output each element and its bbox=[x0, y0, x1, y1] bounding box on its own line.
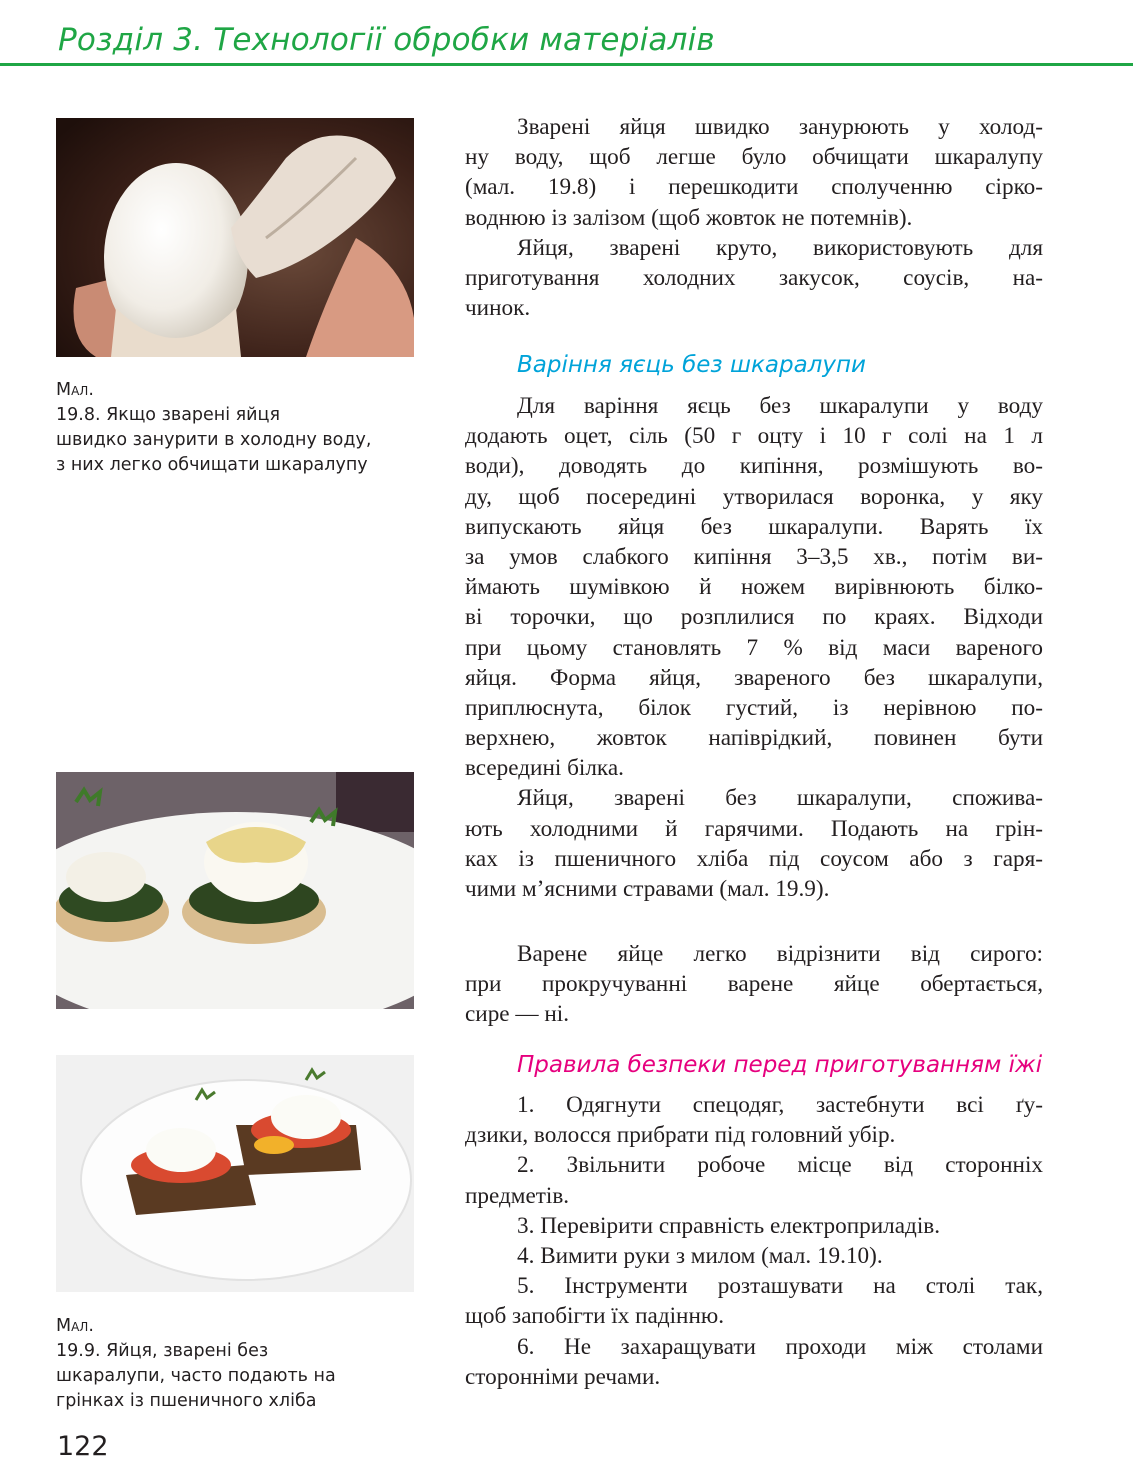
figure-19-8-caption bbox=[56, 378, 371, 478]
caption-line: грінках із пшеничного хліба bbox=[56, 1391, 317, 1411]
text-line: за умов слабкого кипіння 3–3,5 хв., потім ви- bbox=[465, 543, 1043, 570]
text-line: 4. Вимити руки з милом (мал. 19.10). bbox=[517, 1242, 883, 1269]
text-line: ну воду, щоб легше було обчищати шкаралупу bbox=[465, 144, 1043, 171]
text-line: приплюснута, білок густий, із нерівною по- bbox=[465, 694, 1043, 721]
text-line: ду, щоб посередині утворилася воронка, у яку bbox=[465, 483, 1043, 510]
section-title: Розділ 3. Технології обробки матеріалів bbox=[58, 22, 715, 58]
text-line: воднюю із залізом (щоб жовток не потемнів). bbox=[465, 204, 913, 231]
text-line: верхнею, жовток напіврідкий, повинен бути bbox=[465, 725, 1043, 752]
eggs-on-plate-photo bbox=[56, 772, 414, 1009]
text-line: ймають шумівкою й ножем вирівнюють білко- bbox=[465, 574, 1043, 601]
text-line: всередині білка. bbox=[465, 755, 624, 782]
text-line: щоб запобігти їх падінню. bbox=[465, 1303, 724, 1330]
text-line: чинок. bbox=[465, 295, 531, 322]
text-line: дзики, волосся прибрати під головний убір. bbox=[465, 1122, 896, 1149]
text-line: чими м’ясними стравами (мал. 19.9). bbox=[465, 876, 830, 902]
text-line: додають оцет, сіль (50 г оцту і 10 г солі на 1 л bbox=[465, 423, 1043, 450]
text-line: 1. Одягнути спецодяг, застебнути всі ґу- bbox=[517, 1092, 1043, 1118]
paragraph-block bbox=[465, 939, 1043, 1030]
caption-line: з них легко обчищати шкаралупу bbox=[56, 455, 368, 475]
text-line: яйця. Форма яйця, звареного без шкаралупи, bbox=[465, 664, 1043, 691]
text-line: ках із пшеничного хліба під соусом або з гаря- bbox=[465, 845, 1043, 872]
subheading-safety: Правила безпеки перед приготуванням їжі bbox=[517, 1052, 1043, 1078]
paragraph-block bbox=[465, 1090, 1043, 1392]
text-line: 5. Інструменти розташувати на столі так, bbox=[517, 1273, 1043, 1300]
caption-prefix: Мал. bbox=[56, 380, 94, 400]
text-line: Яйця, зварені круто, використовують для bbox=[517, 234, 1043, 261]
text-line: сторонніми речами. bbox=[465, 1363, 661, 1390]
subheading-boiling: Варіння яєць без шкаралупи bbox=[517, 352, 866, 378]
text-line: 6. Не захаращувати проходи між столами bbox=[517, 1333, 1043, 1360]
caption-prefix: Мал. bbox=[56, 1316, 94, 1336]
text-line: (мал. 19.8) і перешкодити сполученню сірко- bbox=[465, 174, 1043, 201]
text-line: 2. Звільнити робоче місце від сторонніх bbox=[517, 1152, 1043, 1179]
text-line: Зварені яйця швидко занурюють у холод- bbox=[517, 114, 1043, 140]
paragraph-block bbox=[465, 391, 1043, 904]
caption-line: 19.8. Якщо зварені яйця bbox=[56, 405, 280, 425]
text-line: Яйця, зварені без шкаралупи, спожива- bbox=[517, 785, 1043, 812]
header-rule bbox=[0, 63, 1133, 66]
page-number: 122 bbox=[57, 1431, 109, 1462]
text-line: Варене яйце легко відрізнити від сирого: bbox=[517, 941, 1043, 967]
caption-line: 19.9. Яйця, зварені без bbox=[56, 1341, 269, 1361]
text-line: 3. Перевірити справність електроприладів. bbox=[517, 1212, 941, 1239]
text-line: випускають яйця без шкаралупи. Варять їх bbox=[465, 513, 1043, 540]
text-line: води), доводять до кипіння, розмішують во- bbox=[465, 453, 1043, 480]
figure-19-9-caption bbox=[56, 1314, 336, 1414]
text-line: предметів. bbox=[465, 1182, 570, 1209]
text-line: ють холодними й гарячими. Подають на грін- bbox=[465, 815, 1043, 842]
eggs-on-toast-photo bbox=[56, 1055, 414, 1292]
text-line: ві торочки, що розплилися по краях. Відходи bbox=[465, 604, 1043, 631]
text-line: при цьому становлять 7 % від маси вареного bbox=[465, 634, 1043, 661]
boiled-egg-photo bbox=[56, 118, 414, 357]
text-line: при прокручуванні варене яйце обертається, bbox=[465, 971, 1043, 998]
caption-line: шкаралупи, часто подають на bbox=[56, 1366, 336, 1386]
text-line: сире — ні. bbox=[465, 1001, 570, 1028]
text-line: Для варіння яєць без шкаралупи у воду bbox=[517, 393, 1043, 419]
text-line: приготування холодних закусок, соусів, на- bbox=[465, 264, 1043, 291]
paragraph-block bbox=[465, 112, 1043, 323]
caption-line: швидко занурити в холодну воду, bbox=[56, 430, 372, 450]
